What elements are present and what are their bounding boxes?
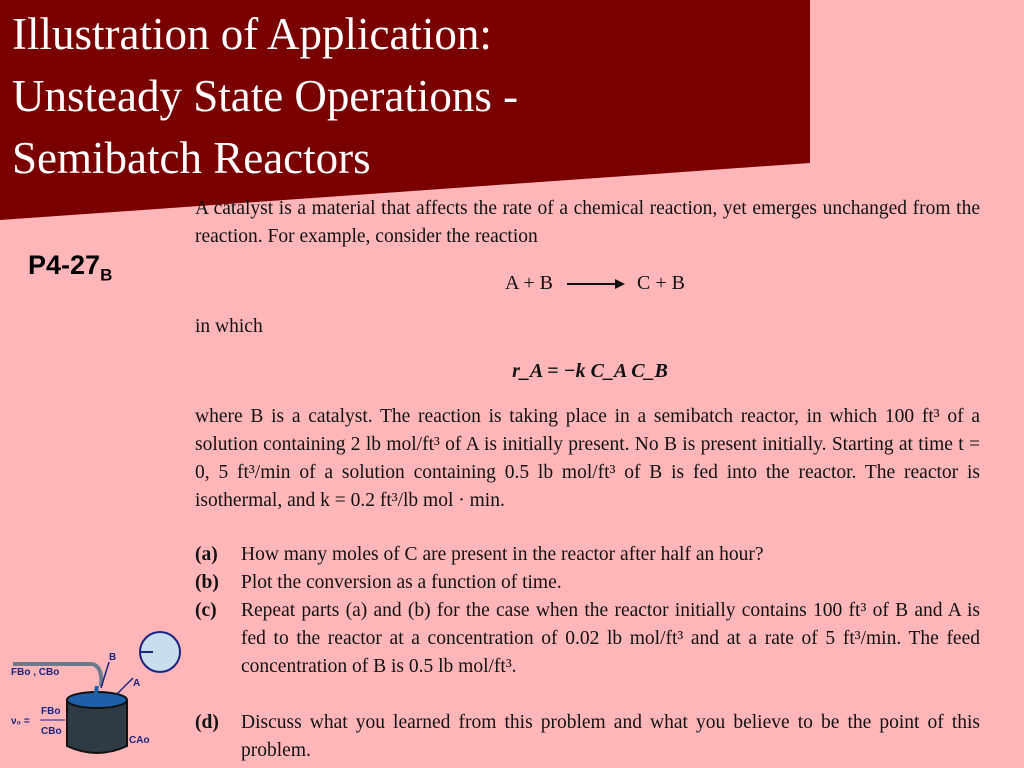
question-d-text: Discuss what you learned from this problem and what you believe to be the point of this problem. <box>241 712 980 761</box>
title-line-2: Unsteady State Operations - <box>12 71 519 121</box>
question-b-text: Plot the conversion as a function of time. <box>241 572 562 593</box>
question-c <box>195 597 980 681</box>
title-line-3: Semibatch Reactors <box>12 133 371 183</box>
figure-label-nu0: ν₀ = <box>11 716 30 727</box>
question-b-label: (b) <box>195 572 219 593</box>
feed-stream <box>95 686 97 700</box>
question-c-text: Repeat parts (a) and (b) for the case when the reactor initially contains 100 ft³ of B and A is fed to the reactor at a concentration of 0.02 lb mol/ft³ and at a rate of 5 ft³/min. The feed concentration of B is 0.5 lb mol/ft³. <box>241 600 980 677</box>
description-paragraph: where B is a catalyst. The reaction is taking place in a semibatch reactor, in which 100 ft³ of a solution containing 2 lb mol/ft³ of A is initially present. No B is present initially. Starting at time t = 0, 5 ft³/min of a solution containing 0.5 lb mol/ft³ of B is fed into the reactor. The reactor is isothermal, and k = 0.2 ft³/lb mol · min. <box>195 406 980 511</box>
figure-label-a: A <box>133 678 141 689</box>
problem-number-main: P4-27 <box>28 250 101 280</box>
problem-statement-scan <box>190 195 990 765</box>
figure-label-cbo: CBo <box>41 726 62 737</box>
feed-pipe <box>13 662 93 666</box>
reaction-right: C + B <box>637 272 685 294</box>
title-line-1: Illustration of Application: <box>12 9 492 59</box>
problem-number <box>28 250 112 285</box>
reaction-left: A + B <box>505 272 553 294</box>
question-c-label: (c) <box>195 600 217 621</box>
in-which-text: in which <box>195 316 263 337</box>
question-b <box>195 569 980 597</box>
question-a-text: How many moles of C are present in the reactor after half an hour? <box>241 544 764 565</box>
question-a-label: (a) <box>195 544 218 565</box>
semibatch-reactor-figure <box>5 628 185 763</box>
intro-paragraph: A catalyst is a material that affects the rate of a chemical reaction, yet emerges unchanged from the reaction. For example, consider the reaction <box>195 198 980 247</box>
figure-label-b: B <box>109 652 117 663</box>
rate-law: r_A = −k C_A C_B <box>512 360 668 382</box>
figure-label-cao: CAo <box>129 735 150 746</box>
figure-label-fbo-cbo: FBo , CBo <box>11 667 60 678</box>
question-d <box>195 709 980 765</box>
problem-number-subscript: B <box>100 265 113 285</box>
figure-label-fbo: FBo <box>41 706 61 717</box>
reaction-arrow-icon <box>567 283 623 285</box>
reaction-equation <box>465 269 725 297</box>
question-d-label: (d) <box>195 712 219 733</box>
question-a <box>195 541 980 569</box>
